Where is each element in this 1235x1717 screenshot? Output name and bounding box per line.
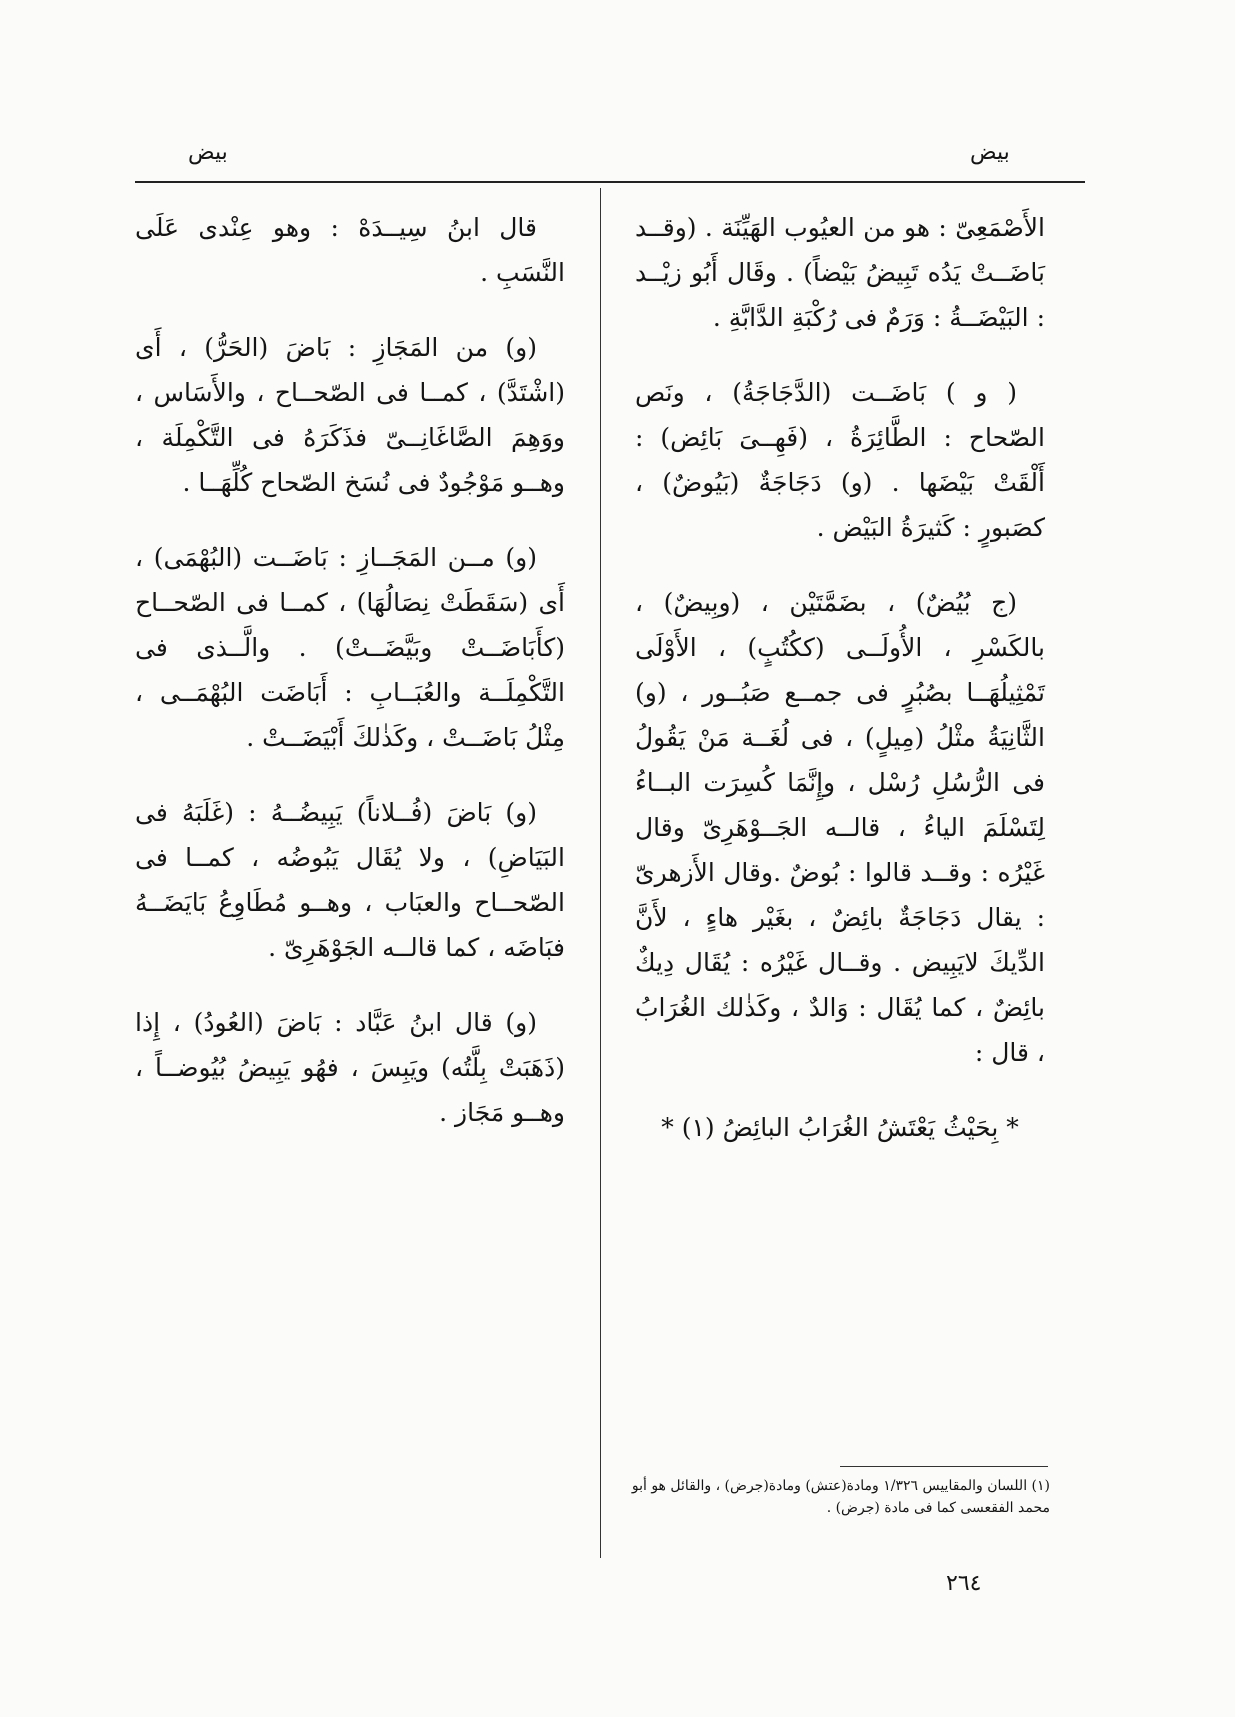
footnote-rule: [840, 1466, 1048, 1467]
paragraph: ( و ) بَاضَــت (الدَّجَاجَةُ) ، ونَص الصّحاح : الطَّائِرَةُ ، (فَهِــىَ بَائِض) : أَلْقَتْ بَيْضَها . (و) دَجَاجَةٌ (بَيُوضٌ) ، كصَبورٍ : كَثيرَةُ البَيْض .: [635, 378, 1045, 542]
right-column: [635, 205, 1045, 1150]
paragraph: (ج بُيُضٌ) ، بضَمَّتَيْن ، (وبِيضٌ) ، بالكَسْرِ ، الأُولَــى (ككُتُبٍ) ، الأَوْلَى تَمْثِيلُهَــا بصُبُرٍ فى جمــع صَبُــور ، (و) الثَّانِيَةُ مثْلُ (مِيلٍ) ، فى لُغَــة مَنْ يَقُولُ فى الرُّسُلِ رُسْل ، وإِنَّمَا كُسِرَت البــاءُ لِتَسْلَمَ الياءُ ، قالــه الجَــوْهَرِىّ وقال غَيْرُه : وقــد قالوا : بُوضٌ .وقال الأَزهرىّ : يقال دَجَاجَةٌ بائِضٌ ، بغَيْر هاءٍ ، لأَنَّ الدِّيكَ لايَبِيض . وقــال غَيْرُه : يُقَال دِيكٌ بائِضٌ ، كما يُقَال : وَالدٌ ، وكَذٰلك الغُرَابُ ، قال :: [635, 588, 1045, 1067]
paragraph: (و) من المَجَازِ : بَاضَ (الحَرُّ) ، أَى (اشْتَدَّ) ، كمــا فى الصّحــاح ، والأَسَاس ، ووَهِمَ الصَّاغَانِــىّ فذَكَرَهُ فى التَّكْمِلَة ، وهــو مَوْجُودٌ فى نُسَخ الصّحاح كُلِّهَــا .: [135, 333, 565, 497]
left-column: [135, 205, 565, 1165]
header-rule: [135, 181, 1085, 183]
paragraph: الأَصْمَعِىّ : هو من العيُوب الهَيِّنَة . (وقــد بَاضَــتْ يَدُه تَبِيضُ بَيْضاً) . وقَال أَبُو زيْــد : البَيْضَــةُ : وَرَمٌ فى رُكْبَةِ الدَّابَّةِ .: [635, 213, 1045, 332]
paragraph: (و) مــن المَجَــازِ : بَاضَــت (البُهْمَى) ، أَى (سَقَطَتْ نِصَالُهَا) ، كمــا فى الصّحــاح (كأَبَاضَــتْ وبَيَّضَــتْ) . والَّــذى فى التَّكْمِلَــة والعُبَــابِ : أَبَاضَت البُهْمَــى ، مِثْلُ بَاضَــتْ ، وكَذٰلكَ أَبْيَضَــتْ .: [135, 543, 565, 752]
paragraph: (و) بَاضَ (فُــلاناً) يَبِيضُــهُ : (غَلَبَهُ فى البَيَاضِ) ، ولا يُقَال يَبُوضُه ، كمــا فى الصّحــاح والعبَاب ، وهــو مُطَاوِعُ بَايَضَــهُ فبَاضَه ، كما قالــه الجَوْهَرِىّ .: [135, 798, 565, 962]
running-header-left: بيض: [188, 140, 228, 165]
verse-line: * بِحَيْثُ يَعْتَشُ الغُرَابُ البائِضُ (١) *: [661, 1113, 1019, 1142]
footnote: (١) اللسان والمقاييس ١/٣٢٦ ومادة(عتش) ومادة(جرض) ، والقائل هو أبو محمد الفقعسى كما فى مادة (جرض) .: [631, 1478, 1050, 1516]
page-number: ٢٦٤: [946, 1571, 982, 1596]
running-header-right: بيض: [970, 140, 1010, 165]
column-divider: [600, 188, 601, 1558]
paragraph: قال ابنُ سِيــدَهْ : وهو عِنْدى عَلَى النَّسَبِ .: [135, 213, 565, 287]
paragraph: (و) قال ابنُ عَبَّاد : بَاضَ (العُودُ) ، إِذا (ذَهَبَتْ بِلَّتُه) ويَبِسَ ، فهُو يَبِيضُ بُيُوضــاً ، وهــو مَجَاز .: [135, 1008, 565, 1127]
